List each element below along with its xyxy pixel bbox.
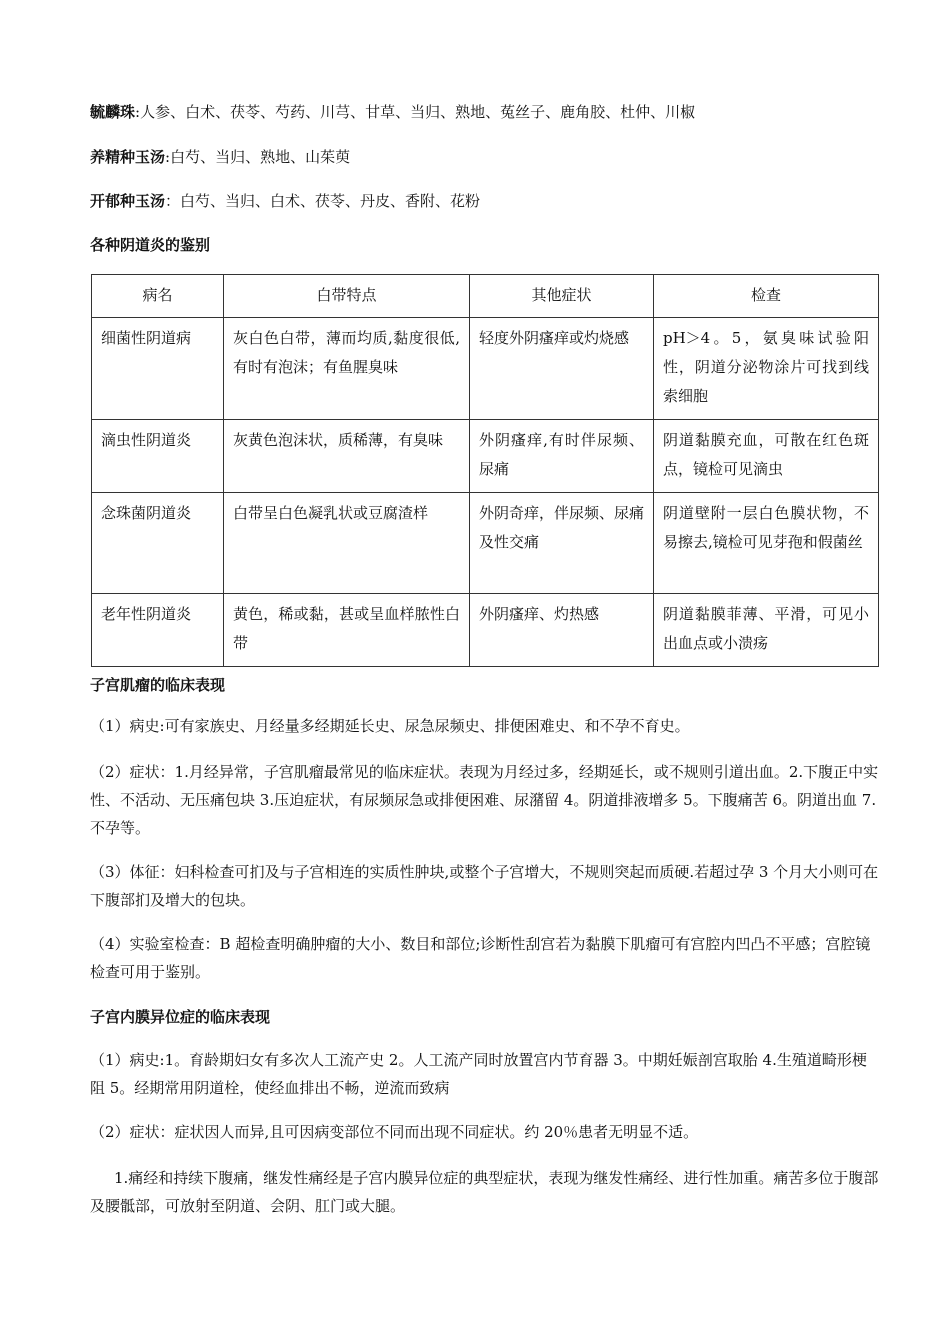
formula-herbs: 人参、白术、茯苓、芍药、川芎、甘草、当归、熟地、菟丝子、鹿角胶、杜仲、川椒 (140, 103, 696, 121)
formula-line-kaiyu (90, 190, 480, 212)
fibroid-history-paragraph: （1）病史:可有家族史、月经量多经期延长史、尿急尿频史、排便困难史、和不孕不育史。 (90, 717, 690, 735)
formula-herbs: 白芍、当归、白术、茯苓、丹皮、香附、花粉 (180, 192, 481, 210)
table-cell: pH＞4。5，氨臭味试验阳性，阴道分泌物涂片可找到线索细胞 (654, 318, 879, 420)
formula-separator: : (135, 103, 141, 121)
vaginitis-comparison-table (91, 274, 879, 667)
column-header-examination: 检查 (654, 275, 879, 318)
column-header-disease: 病名 (92, 275, 224, 318)
table-cell: 白带呈白色凝乳状或豆腐渣样 (224, 493, 470, 594)
formula-separator: : (165, 148, 171, 166)
table-cell: 老年性阴道炎 (92, 594, 224, 667)
section-heading-vaginitis: 各种阴道炎的鉴别 (90, 236, 211, 254)
table-row (92, 493, 879, 594)
formula-name: 养精种玉汤 (90, 148, 166, 166)
formula-line-yangjing (90, 146, 350, 168)
formula-name: 开郁种玉汤 (90, 192, 166, 210)
table-cell: 灰黄色泡沫状，质稀薄，有臭味 (224, 420, 470, 493)
table-cell: 灰白色白带，薄而均质,黏度很低,有时有泡沫；有鱼腥臭味 (224, 318, 470, 420)
table-cell: 滴虫性阴道炎 (92, 420, 224, 493)
table-cell: 阴道黏膜充血，可散在红色斑点，镜检可见滴虫 (654, 420, 879, 493)
table-cell: 外阴奇痒，伴尿频、尿痛及性交痛 (470, 493, 654, 594)
table-cell: 阴道黏膜菲薄、平滑，可见小出血点或小溃疡 (654, 594, 879, 667)
table-cell: 细菌性阴道病 (92, 318, 224, 420)
table-row (92, 594, 879, 667)
section-heading-endometriosis: 子宫内膜异位症的临床表现 (90, 1008, 271, 1026)
table-row (92, 420, 879, 493)
table-cell: 阴道壁附一层白色膜状物，不易擦去,镜检可见芽孢和假菌丝 (654, 493, 879, 594)
endometriosis-pain-paragraph: 1.痛经和持续下腹痛，继发性痛经是子宫内膜异位症的典型症状，表现为继发性痛经、进行性加重。痛苦多位于腹部及腰骶部，可放射至阴道、会阴、肛门或大腿。 (90, 1169, 879, 1215)
formula-name: 毓麟珠 (90, 103, 136, 121)
table-cell: 轻度外阴瘙痒或灼烧感 (470, 318, 654, 420)
fibroid-lab-paragraph: （4）实验室检查：B 超检查明确肿瘤的大小、数目和部位;诊断性刮宫若为黏膜下肌瘤可有宫腔内凹凸不平感；宫腔镜检查可用于鉴别。 (90, 935, 871, 981)
endometriosis-symptoms-paragraph: （2）症状：症状因人而异,且可因病变部位不同而出现不同症状。约 20％患者无明显不适。 (90, 1123, 699, 1141)
column-header-discharge: 白带特点 (224, 275, 470, 318)
table-cell: 黄色，稀或黏，甚或呈血样脓性白带 (224, 594, 470, 667)
table-cell: 外阴瘙痒,有时伴尿频、尿痛 (470, 420, 654, 493)
section-heading-fibroid: 子宫肌瘤的临床表现 (90, 676, 226, 694)
table-header-row (92, 275, 879, 318)
column-header-other-symptoms: 其他症状 (470, 275, 654, 318)
table-row (92, 318, 879, 420)
fibroid-signs-paragraph: （3）体征：妇科检查可扪及与子宫相连的实质性肿块,或整个子宫增大，不规则突起而质硬.若超过孕 3 个月大小则可在下腹部扪及增大的包块。 (90, 863, 879, 909)
table-cell: 外阴瘙痒、灼热感 (470, 594, 654, 667)
endometriosis-history-paragraph: （1）病史:1。育龄期妇女有多次人工流产史 2。人工流产同时放置宫内节育器 3。中期妊娠剖宫取胎 4.生殖道畸形梗阻 5。经期常用阴道栓，使经血排出不畅，逆流而致病 (90, 1051, 867, 1097)
formula-separator: ： (165, 192, 181, 210)
table-cell: 念珠菌阴道炎 (92, 493, 224, 594)
formula-herbs: 白芍、当归、熟地、山茱萸 (170, 148, 351, 166)
formula-line-yulinzhu (90, 101, 695, 123)
fibroid-symptoms-paragraph: （2）症状：1.月经异常，子宫肌瘤最常见的临床症状。表现为月经过多，经期延长，或不规则引道出血。2.下腹正中实性、不活动、无压痛包块 3.压迫症状，有尿频尿急或排便困难、尿潴留 4。阴道排液增多 5。下腹痛苦 6。阴道出血 7.不孕等。 (90, 763, 879, 837)
